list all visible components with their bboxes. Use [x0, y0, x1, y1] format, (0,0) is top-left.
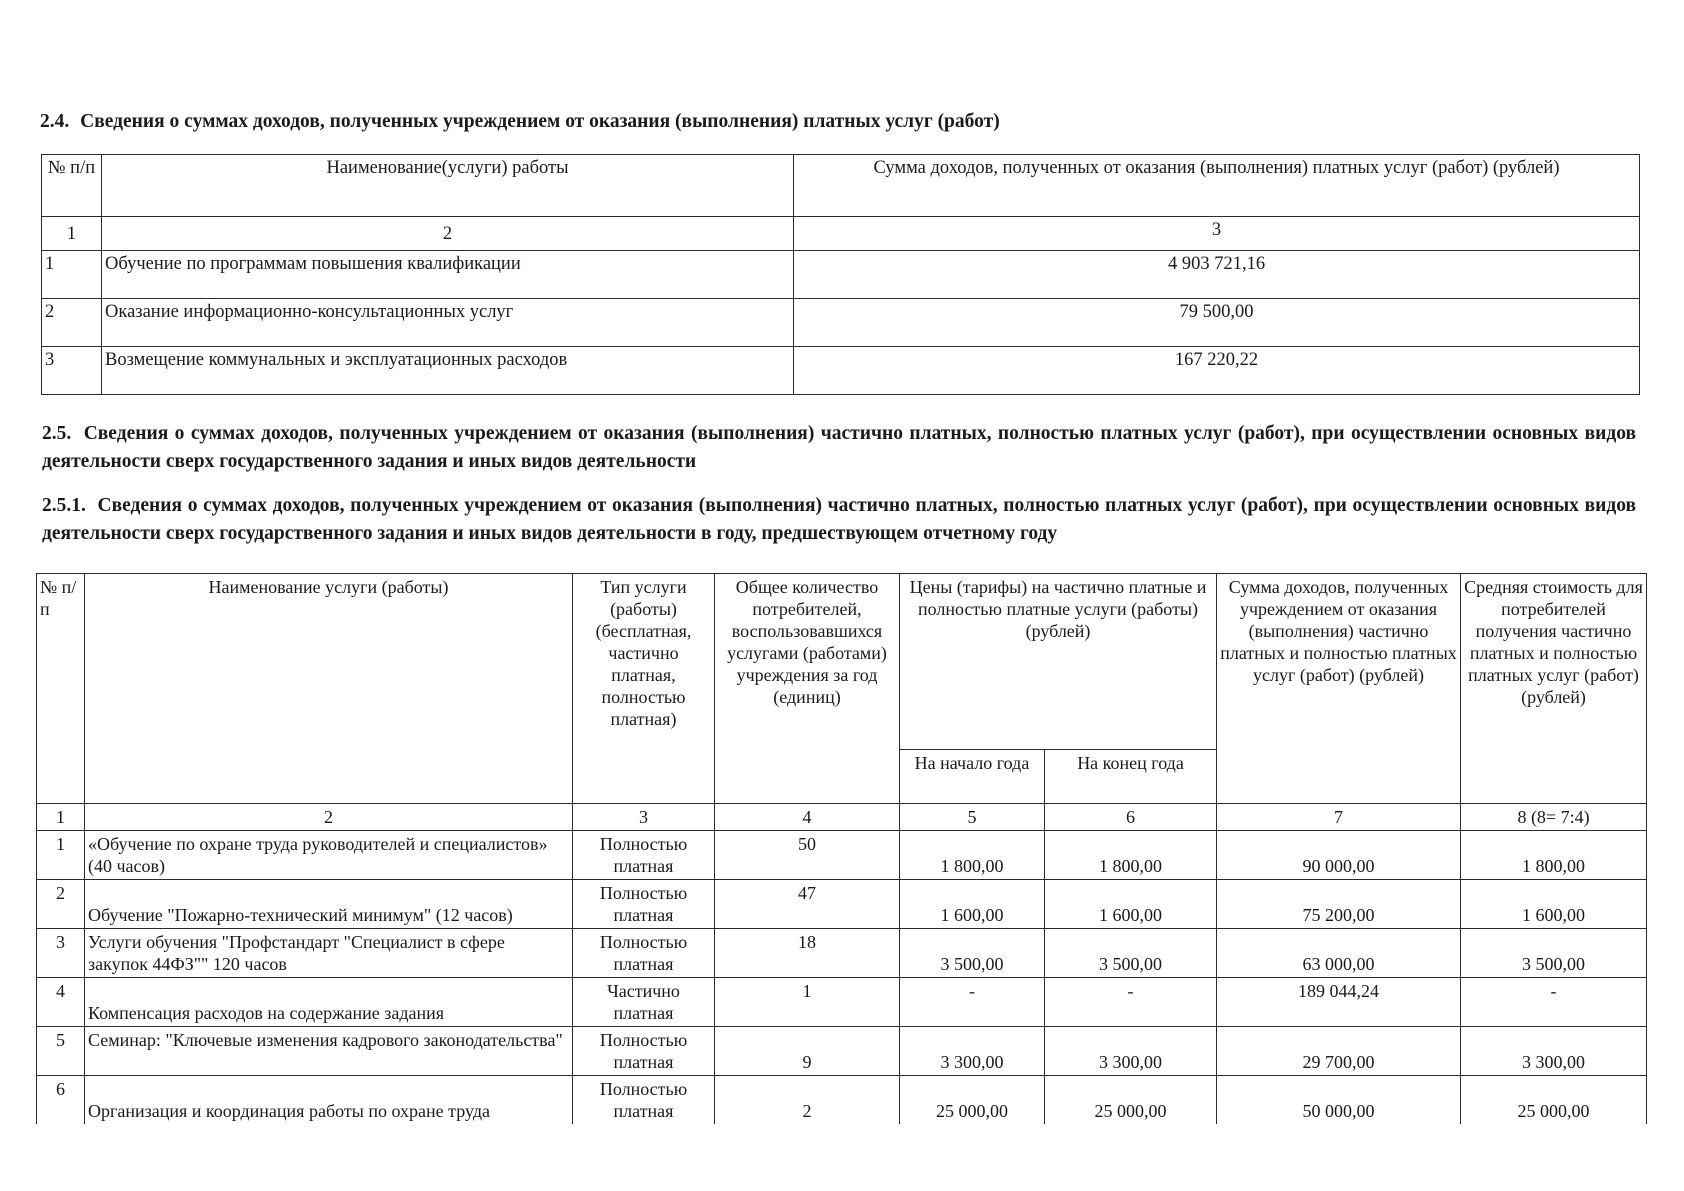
average-cost: 3 300,00	[1461, 1027, 1647, 1076]
header-average-cost: Средняя стоимость для потребителей получения частично платных и полностью платных услуг (работ) (рублей)	[1461, 574, 1647, 804]
row-number: 2	[42, 299, 102, 347]
table-header-row	[37, 574, 1647, 750]
table-row	[37, 1076, 1647, 1125]
header-income: Сумма доходов, полученных учреждением от оказания (выполнения) частично платных и полностью платных услуг (работ) (рублей)	[1217, 574, 1461, 804]
income-partial-full-paid-services-table	[36, 573, 1647, 1124]
column-number-row	[42, 217, 1640, 251]
section-2-4-heading	[40, 108, 1540, 136]
row-number: 6	[37, 1076, 85, 1125]
header-type: Тип услуги (работы) (бесплатная, частично платная, полностью платная)	[573, 574, 715, 804]
header-num: № п/п	[37, 574, 85, 804]
price-end: -	[1045, 978, 1217, 1027]
average-cost: -	[1461, 978, 1647, 1027]
price-end: 1 600,00	[1045, 880, 1217, 929]
service-type: Частично платная	[573, 978, 715, 1027]
service-type: Полностью платная	[573, 1076, 715, 1125]
income-sum: 75 200,00	[1217, 880, 1461, 929]
column-number: 3	[794, 217, 1640, 251]
service-name: Услуги обучения "Профстандарт "Специалист в сфере закупок 44ФЗ"" 120 часов	[85, 929, 573, 978]
header-name: Наименование(услуги) работы	[102, 155, 794, 217]
table-row	[37, 1027, 1647, 1076]
price-start: 1 600,00	[900, 880, 1045, 929]
section-2-5-title: Сведения о суммах доходов, полученных учреждением от оказания (выполнения) частично платных, полностью платных услуг (работ), при осуществлении основных видов деятельности сверх государственного задания и иных видов деятельности	[42, 423, 1637, 472]
section-2-5-heading	[42, 420, 1636, 476]
header-num: № п/п	[42, 155, 102, 217]
column-number: 8 (8= 7:4)	[1461, 804, 1647, 831]
average-cost: 25 000,00	[1461, 1076, 1647, 1125]
section-2-5-1-title: Сведения о суммах доходов, полученных учреждением от оказания (выполнения) частично платных, полностью платных услуг (работ), при осуществлении основных видов деятельности сверх государственного задания и иных видов деятельности в году, предшествующем отчетному году	[42, 495, 1636, 544]
consumers-count: 47	[715, 880, 900, 929]
service-name: Оказание информационно-консультационных услуг	[102, 299, 794, 347]
price-end: 1 800,00	[1045, 831, 1217, 880]
service-type: Полностью платная	[573, 1027, 715, 1076]
income-sum: 189 044,24	[1217, 978, 1461, 1027]
header-price-end: На конец года	[1045, 750, 1217, 804]
consumers-count: 1	[715, 978, 900, 1027]
section-2-5-1-number: 2.5.1.	[42, 495, 86, 516]
price-end: 3 300,00	[1045, 1027, 1217, 1076]
section-2-4-title: Сведения о суммах доходов, полученных учреждением от оказания (выполнения) платных услуг (работ)	[80, 111, 1000, 132]
consumers-count: 9	[715, 1027, 900, 1076]
income-sum: 29 700,00	[1217, 1027, 1461, 1076]
income-sum: 4 903 721,16	[794, 251, 1640, 299]
column-number: 1	[37, 804, 85, 831]
price-end: 25 000,00	[1045, 1076, 1217, 1125]
table-header-row	[42, 155, 1640, 217]
row-number: 4	[37, 978, 85, 1027]
table-row	[37, 880, 1647, 929]
consumers-count: 2	[715, 1076, 900, 1125]
column-number: 6	[1045, 804, 1217, 831]
column-number: 2	[85, 804, 573, 831]
service-name: «Обучение по охране труда руководителей и специалистов» (40 часов)	[85, 831, 573, 880]
row-number: 3	[42, 347, 102, 395]
header-prices: Цены (тарифы) на частично платные и полностью платные услуги (работы) (рублей)	[900, 574, 1217, 750]
price-start: 3 300,00	[900, 1027, 1045, 1076]
income-sum: 79 500,00	[794, 299, 1640, 347]
row-number: 1	[37, 831, 85, 880]
table-row	[42, 299, 1640, 347]
income-sum: 63 000,00	[1217, 929, 1461, 978]
service-name: Компенсация расходов на содержание задания	[85, 978, 573, 1027]
consumers-count: 18	[715, 929, 900, 978]
row-number: 5	[37, 1027, 85, 1076]
service-type: Полностью платная	[573, 929, 715, 978]
service-type: Полностью платная	[573, 831, 715, 880]
row-number: 3	[37, 929, 85, 978]
price-end: 3 500,00	[1045, 929, 1217, 978]
service-name: Организация и координация работы по охране труда	[85, 1076, 573, 1125]
average-cost: 3 500,00	[1461, 929, 1647, 978]
header-price-start: На начало года	[900, 750, 1045, 804]
column-number: 7	[1217, 804, 1461, 831]
column-number: 5	[900, 804, 1045, 831]
service-name: Обучение "Пожарно-технический минимум" (12 часов)	[85, 880, 573, 929]
table-row	[37, 978, 1647, 1027]
income-sum: 90 000,00	[1217, 831, 1461, 880]
table-row	[42, 347, 1640, 395]
header-sum: Сумма доходов, полученных от оказания (выполнения) платных услуг (работ) (рублей)	[794, 155, 1640, 217]
section-2-5-1-heading	[42, 492, 1636, 548]
column-number-row	[37, 804, 1647, 831]
service-name: Семинар: "Ключевые изменения кадрового законодательства"	[85, 1027, 573, 1076]
service-name: Возмещение коммунальных и эксплуатационных расходов	[102, 347, 794, 395]
header-name: Наименование услуги (работы)	[85, 574, 573, 804]
price-start: -	[900, 978, 1045, 1027]
service-type: Полностью платная	[573, 880, 715, 929]
average-cost: 1 800,00	[1461, 831, 1647, 880]
average-cost: 1 600,00	[1461, 880, 1647, 929]
section-2-4-number: 2.4.	[40, 111, 70, 132]
service-name: Обучение по программам повышения квалификации	[102, 251, 794, 299]
table-row	[37, 929, 1647, 978]
income-sum: 50 000,00	[1217, 1076, 1461, 1125]
column-number: 3	[573, 804, 715, 831]
column-number: 1	[42, 217, 102, 251]
table-row	[42, 251, 1640, 299]
row-number: 1	[42, 251, 102, 299]
price-start: 3 500,00	[900, 929, 1045, 978]
table-row	[37, 831, 1647, 880]
row-number: 2	[37, 880, 85, 929]
price-start: 1 800,00	[900, 831, 1045, 880]
consumers-count: 50	[715, 831, 900, 880]
income-paid-services-table	[41, 154, 1640, 395]
header-consumers: Общее количество потребителей, воспользовавшихся услугами (работами) учреждения за год (единиц)	[715, 574, 900, 804]
price-start: 25 000,00	[900, 1076, 1045, 1125]
column-number: 4	[715, 804, 900, 831]
column-number: 2	[102, 217, 794, 251]
section-2-5-number: 2.5.	[42, 423, 72, 444]
income-sum: 167 220,22	[794, 347, 1640, 395]
